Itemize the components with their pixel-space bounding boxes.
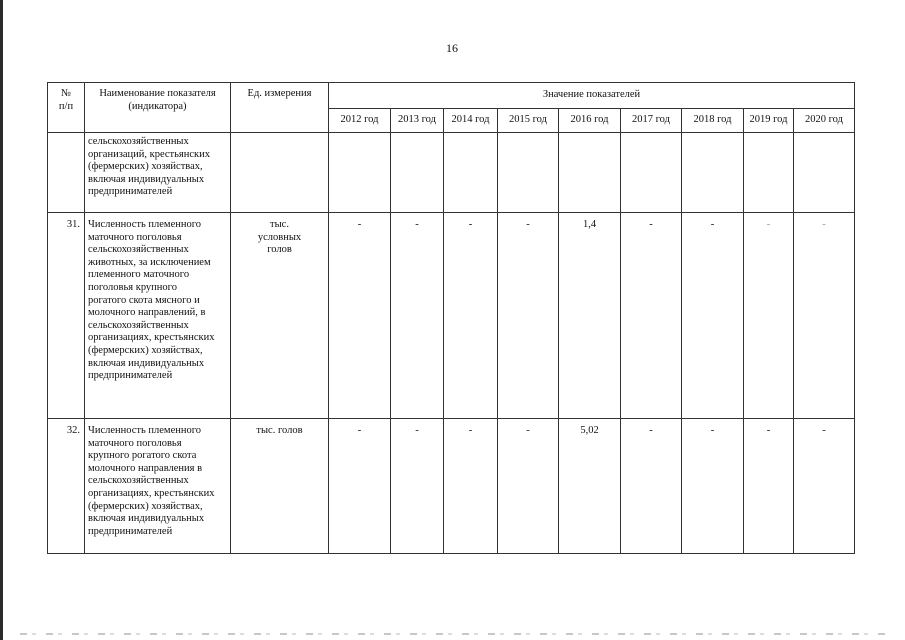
header-year: 2019 год bbox=[744, 109, 794, 133]
unit-cell bbox=[231, 213, 329, 419]
header-values-group bbox=[329, 83, 855, 109]
value-cell bbox=[498, 133, 559, 213]
indicator-name bbox=[85, 133, 231, 213]
header-name bbox=[85, 83, 231, 133]
header-num-text: № п/п bbox=[58, 88, 74, 112]
indicator-name-text: Численность племенного маточного поголовья крупного рогатого скота молочного направления в сельскохозяйственных организациях, крестьянских (фермерских) хозяйствах, включая индивидуальных предпринимателей bbox=[88, 425, 215, 537]
header-year: 2016 год bbox=[559, 109, 621, 133]
value-cell: - bbox=[391, 419, 444, 554]
unit-cell bbox=[231, 133, 329, 213]
value-cell: - bbox=[444, 419, 498, 554]
unit-text: тыс. условных голов bbox=[257, 219, 302, 256]
value-cell: - bbox=[444, 213, 498, 419]
scan-bottom-noise bbox=[20, 633, 890, 635]
header-values-group-text: Значение показателей bbox=[542, 89, 641, 101]
value-cell: - bbox=[329, 419, 391, 554]
header-unit bbox=[231, 83, 329, 133]
value-cell: - bbox=[744, 419, 794, 554]
header-year: 2012 год bbox=[329, 109, 391, 133]
value-cell: - bbox=[498, 213, 559, 419]
value-cell bbox=[794, 133, 855, 213]
unit-text: тыс. голов bbox=[256, 425, 303, 436]
table-row bbox=[48, 213, 855, 419]
value-cell: - bbox=[794, 419, 855, 554]
value-cell: - bbox=[682, 213, 744, 419]
unit-cell bbox=[231, 419, 329, 554]
header-row-top bbox=[48, 83, 855, 109]
table-row bbox=[48, 419, 855, 554]
value-cell bbox=[744, 133, 794, 213]
header-num bbox=[48, 83, 85, 133]
header-unit-text: Ед. измерения bbox=[247, 88, 312, 99]
value-cell: - bbox=[391, 213, 444, 419]
value-cell: 5,02 bbox=[559, 419, 621, 554]
indicator-name-text: Численность племенного маточного поголовья сельскохозяйственных животных, за исключением племенного маточного поголовья крупного рогатого скота мясного и молочного направлений, в сельскохозяйственных организациях, крестьянских (фермерских) хозяйствах, включая индивидуальных предпринимателей bbox=[88, 219, 215, 382]
page-number: 16 bbox=[446, 41, 458, 55]
header-year: 2015 год bbox=[498, 109, 559, 133]
header-year: 2013 год bbox=[391, 109, 444, 133]
indicator-name bbox=[85, 419, 231, 554]
value-cell bbox=[682, 133, 744, 213]
header-year: 2018 год bbox=[682, 109, 744, 133]
scan-left-edge bbox=[0, 0, 3, 640]
value-cell: 1,4 bbox=[559, 213, 621, 419]
value-cell: - bbox=[621, 213, 682, 419]
value-cell bbox=[329, 133, 391, 213]
indicator-name-text: сельскохозяйственных организаций, крестьянских (фермерских) хозяйствах, включая индивидуальных предпринимателей bbox=[88, 136, 211, 198]
header-year: 2014 год bbox=[444, 109, 498, 133]
table-row bbox=[48, 133, 855, 213]
value-cell: - bbox=[329, 213, 391, 419]
value-cell: - bbox=[621, 419, 682, 554]
row-number: 31. bbox=[48, 213, 85, 419]
indicator-table bbox=[47, 82, 855, 554]
header-name-text: Наименование показателя (индикатора) bbox=[99, 88, 216, 112]
value-cell: - bbox=[498, 419, 559, 554]
value-cell: - bbox=[744, 213, 794, 419]
value-cell bbox=[621, 133, 682, 213]
value-cell bbox=[391, 133, 444, 213]
row-number bbox=[48, 133, 85, 213]
header-year: 2020 год bbox=[794, 109, 855, 133]
row-number: 32. bbox=[48, 419, 85, 554]
indicator-name bbox=[85, 213, 231, 419]
value-cell bbox=[444, 133, 498, 213]
value-cell bbox=[559, 133, 621, 213]
value-cell: - bbox=[794, 213, 855, 419]
header-year: 2017 год bbox=[621, 109, 682, 133]
value-cell: - bbox=[682, 419, 744, 554]
